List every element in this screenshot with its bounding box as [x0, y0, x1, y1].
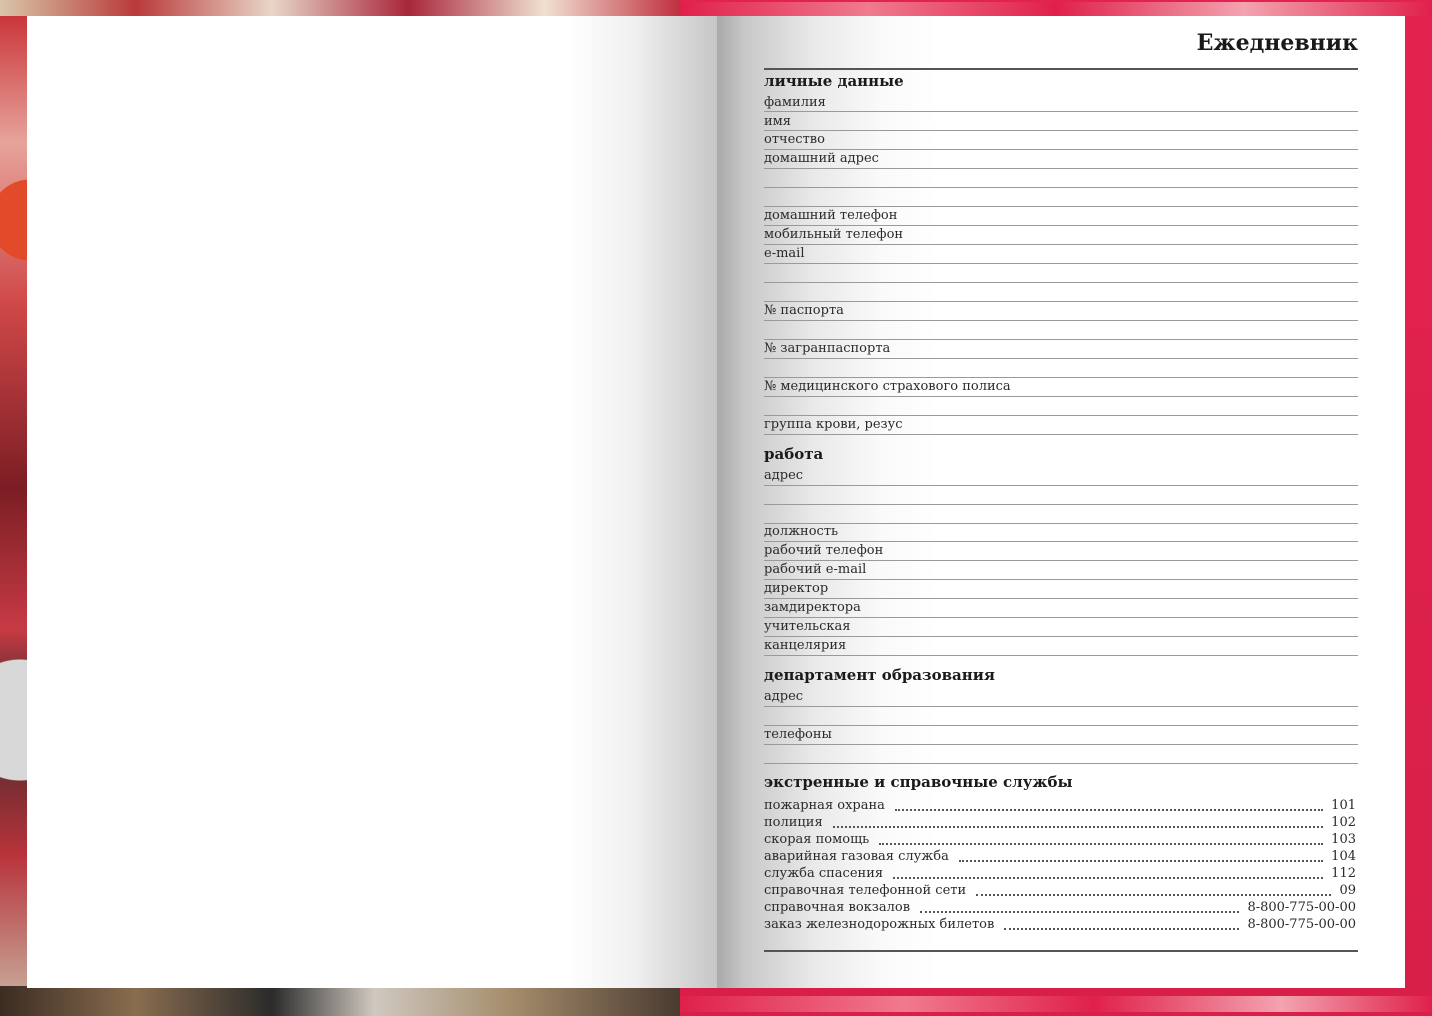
dot-leader [959, 860, 1323, 862]
edu-address-line[interactable] [764, 706, 1358, 707]
teachers-room-label: учительская [764, 619, 851, 634]
home-address-line-3[interactable] [764, 206, 1358, 207]
emergency-section-heading: экстренные и справочные службы [764, 773, 1073, 791]
foreign-passport-line[interactable] [764, 358, 1358, 359]
passport-line-2[interactable] [764, 339, 1358, 340]
personal-data-form [764, 0, 1358, 1016]
office-line[interactable] [764, 655, 1358, 656]
position-label: должность [764, 524, 839, 539]
edu-phones-line[interactable] [764, 744, 1358, 745]
service-name: справочная вокзалов [764, 900, 911, 915]
deputy-director-line[interactable] [764, 617, 1358, 618]
bottom-divider [764, 950, 1358, 952]
service-row-stations [764, 899, 1356, 916]
work-email-line[interactable] [764, 579, 1358, 580]
email-line-2[interactable] [764, 282, 1358, 283]
home-address-line-2[interactable] [764, 187, 1358, 188]
service-number: 103 [1331, 832, 1356, 847]
service-row-tickets [764, 916, 1356, 933]
work-address-label: адрес [764, 468, 804, 483]
service-number: 104 [1331, 849, 1356, 864]
passport-label: № паспорта [764, 303, 844, 318]
blood-group-label: группа крови, резус [764, 417, 903, 432]
home-address-label: домашний адрес [764, 151, 879, 166]
surname-label: фамилия [764, 95, 826, 110]
dot-leader [895, 809, 1323, 811]
service-row-fire [764, 797, 1356, 814]
teachers-room-line[interactable] [764, 636, 1358, 637]
left-page-blank [27, 16, 717, 988]
dot-leader [833, 826, 1324, 828]
service-row-rescue [764, 865, 1356, 882]
work-phone-line[interactable] [764, 560, 1358, 561]
service-name: пожарная охрана [764, 798, 885, 813]
office-label: канцелярия [764, 638, 847, 653]
first-name-label: имя [764, 114, 791, 129]
patronymic-label: отчество [764, 132, 825, 147]
email-label: e-mail [764, 246, 805, 261]
passport-line[interactable] [764, 320, 1358, 321]
page-title: Ежедневник [1196, 30, 1358, 56]
patronymic-line[interactable] [764, 149, 1358, 150]
dot-leader [893, 877, 1323, 879]
service-name: скорая помощь [764, 832, 870, 847]
edu-address-line-2[interactable] [764, 725, 1358, 726]
edu-address-label: адрес [764, 689, 804, 704]
deputy-director-label: замдиректора [764, 600, 861, 615]
service-row-directory [764, 882, 1356, 899]
insurance-policy-label: № медицинского страхового полиса [764, 379, 1011, 394]
service-number: 8-800-775-00-00 [1247, 900, 1356, 915]
insurance-policy-line-2[interactable] [764, 415, 1358, 416]
home-address-line[interactable] [764, 168, 1358, 169]
dot-leader [879, 843, 1323, 845]
service-name: полиция [764, 815, 823, 830]
service-name: аварийная газовая служба [764, 849, 949, 864]
work-address-line-3[interactable] [764, 523, 1358, 524]
service-number: 102 [1331, 815, 1356, 830]
work-address-line[interactable] [764, 485, 1358, 486]
mobile-phone-label: мобильный телефон [764, 227, 904, 242]
insurance-policy-line[interactable] [764, 396, 1358, 397]
edu-phones-label: телефоны [764, 727, 832, 742]
work-email-label: рабочий e-mail [764, 562, 867, 577]
home-phone-line[interactable] [764, 225, 1358, 226]
work-address-line-2[interactable] [764, 504, 1358, 505]
spacer-line[interactable] [764, 301, 1358, 302]
first-name-line[interactable] [764, 130, 1358, 131]
service-name: справочная телефонной сети [764, 883, 967, 898]
title-divider [764, 68, 1358, 70]
mobile-phone-line[interactable] [764, 244, 1358, 245]
work-section-heading: работа [764, 445, 824, 463]
service-name: заказ железнодорожных билетов [764, 917, 995, 932]
surname-line[interactable] [764, 111, 1358, 112]
director-label: директор [764, 581, 829, 596]
dot-leader [976, 894, 1331, 896]
service-row-police [764, 814, 1356, 831]
service-row-gas [764, 848, 1356, 865]
education-dept-heading: департамент образования [764, 666, 995, 684]
foreign-passport-label: № загранпаспорта [764, 341, 891, 356]
work-phone-label: рабочий телефон [764, 543, 884, 558]
director-line[interactable] [764, 598, 1358, 599]
dot-leader [1004, 928, 1239, 930]
service-row-ambulance [764, 831, 1356, 848]
position-line[interactable] [764, 541, 1358, 542]
edu-phones-line-2[interactable] [764, 763, 1358, 764]
service-number: 8-800-775-00-00 [1247, 917, 1356, 932]
home-phone-label: домашний телефон [764, 208, 898, 223]
blood-group-line[interactable] [764, 434, 1358, 435]
service-number: 09 [1339, 883, 1356, 898]
service-name: служба спасения [764, 866, 884, 881]
dot-leader [920, 911, 1239, 913]
foreign-passport-line-2[interactable] [764, 377, 1358, 378]
service-number: 112 [1331, 866, 1356, 881]
service-number: 101 [1331, 798, 1356, 813]
email-line[interactable] [764, 263, 1358, 264]
personal-section-heading: личные данные [764, 72, 904, 90]
